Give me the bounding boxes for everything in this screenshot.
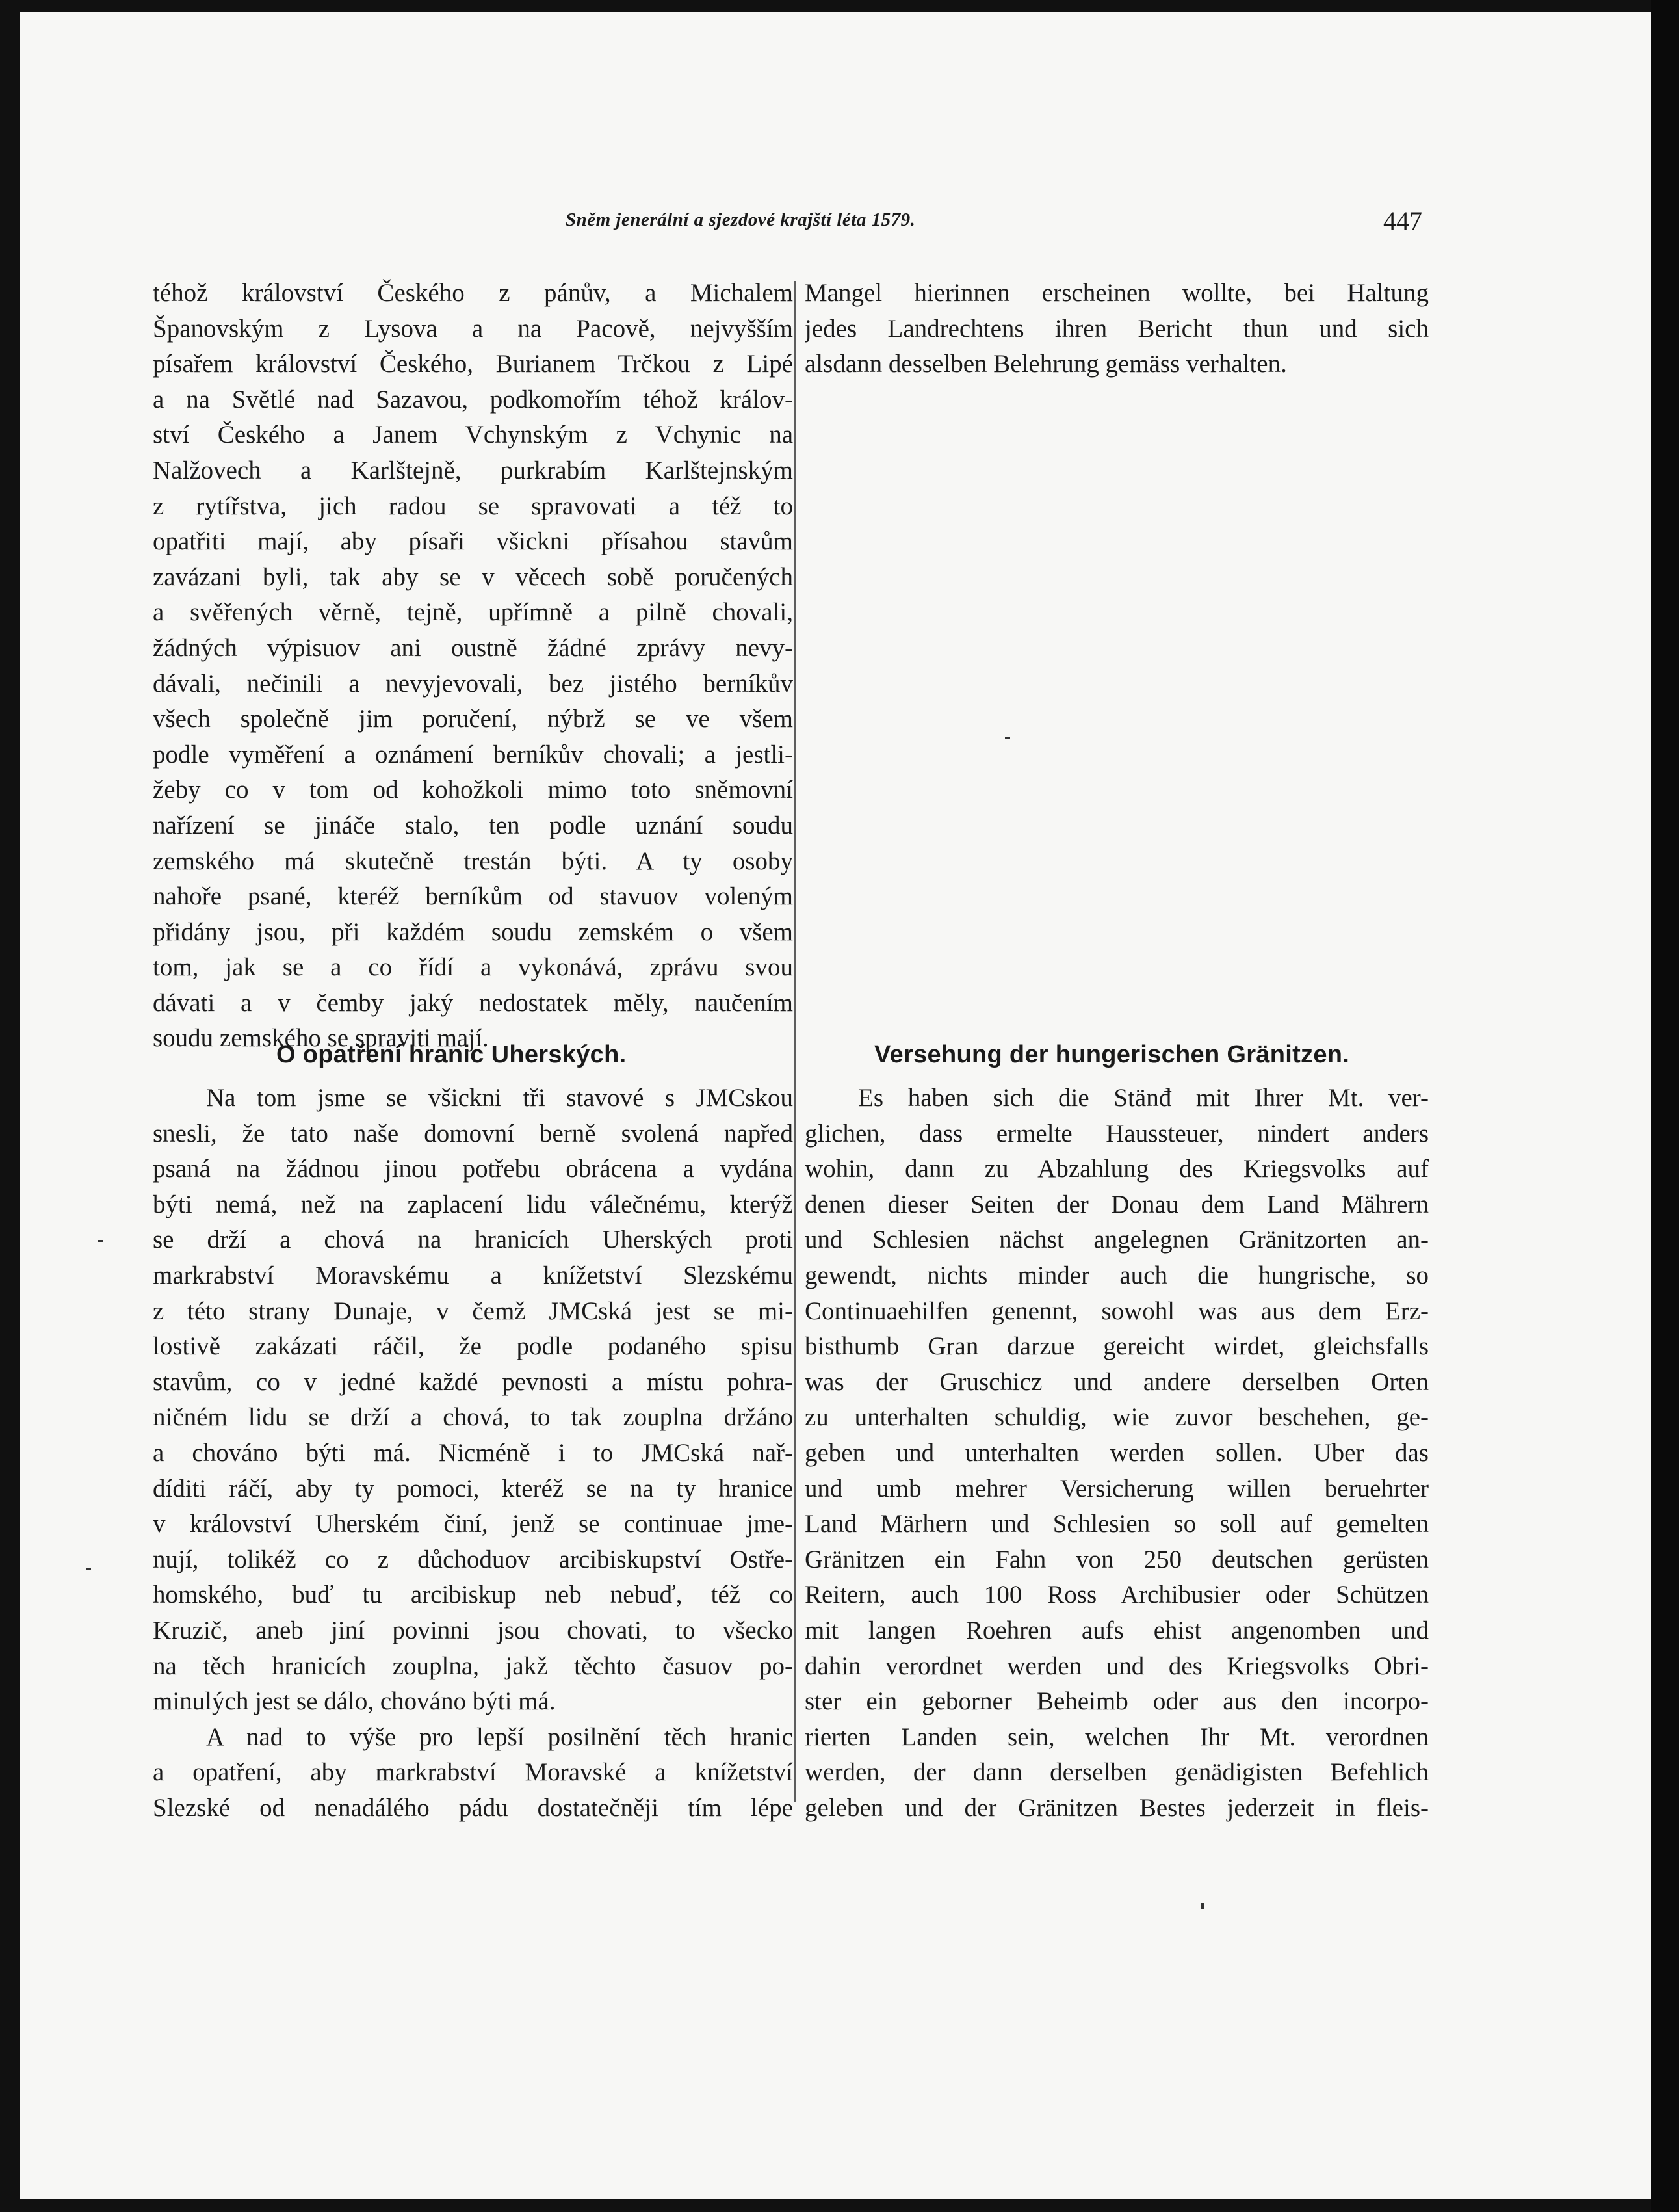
text-line: snesli, že tato naše domovní berně svolená napřed (153, 1119, 793, 1148)
left-column-paragraph-2 (153, 1081, 793, 1826)
text-line: Gränitzen ein Fahn von 250 deutschen gerüsten (805, 1545, 1429, 1573)
text-line: přidány jsou, při každém soudu zemském o všem (153, 917, 793, 946)
section-heading-czech: O opatření hranic Uherských. (276, 1041, 627, 1068)
text-line: Na tom jsme se všickni tři stavové s JMCskou (206, 1084, 793, 1112)
text-line: a chováno býti má. Nicméně i to JMCská nař- (153, 1438, 793, 1467)
scan-speck (86, 1568, 91, 1570)
text-line: žeby co v tom od kohožkoli mimo toto sněmovní (153, 776, 793, 804)
section-heading-german: Versehung der hungerischen Gränitzen. (874, 1041, 1350, 1068)
text-line: Es haben sich die Stänđ mit Ihrer Mt. ver- (858, 1084, 1429, 1112)
text-line: mit langen Roehren aufs ehist angenomben und (805, 1616, 1429, 1644)
scan-speck (1201, 1903, 1204, 1909)
text-line: was der Gruschicz und andere derselben Orten (805, 1367, 1429, 1396)
text-line: geben und unterhalten werden sollen. Uber das (805, 1438, 1429, 1467)
text-line: nují, tolikéž co z důchoduov arcibiskupství Ostře- (153, 1545, 793, 1573)
text-line: dávati a v čemby jaký nedostatek měly, naučením (153, 988, 793, 1017)
text-line: glichen, dass ermelte Haussteuer, nindert anders (805, 1119, 1429, 1148)
scan-speck (98, 1240, 103, 1242)
text-line: zu unterhalten schuldig, wie zuvor beschehen, ge- (805, 1403, 1429, 1432)
scan-speck (1005, 737, 1010, 739)
scan-edge (1651, 0, 1679, 2212)
page-number: 447 (1383, 206, 1422, 235)
text-line: z rytířstva, jich radou se spravovati a též to (153, 492, 793, 520)
text-line: všech společně jim poručení, nýbrž se ve všem (153, 705, 793, 733)
text-line: ství Českého a Janem Vchynským z Vchynic na (153, 421, 793, 449)
text-line: nahoře psané, kteréž berníkům od stavuov voleným (153, 882, 793, 911)
text-line: ster ein geborner Beheimb oder aus den incorpo- (805, 1687, 1429, 1716)
text-line: v království Uherském činí, jenž se continuae jme- (153, 1510, 793, 1538)
text-line: Mangel hierinnen erscheinen wollte, bei Haltung (805, 279, 1429, 307)
text-line: dávali, nečinili a nevyjevovali, bez jistého berníkův (153, 669, 793, 698)
text-line: bisthumb Gran darzue gereicht wirdet, gleichsfalls (805, 1332, 1429, 1361)
text-line: und Schlesien nächst angelegnen Gränitzorten an- (805, 1226, 1429, 1254)
text-line: jedes Landrechtens ihren Bericht thun und sich (805, 314, 1429, 343)
text-line: tom, jak se a co řídí a vykonává, zprávu svou (153, 953, 793, 982)
text-line: rierten Landen sein, welchen Ihr Mt. verordnen (805, 1722, 1429, 1751)
text-line: wohin, dann zu Abzahlung des Kriegsvolks auf (805, 1155, 1429, 1183)
column-divider (794, 281, 796, 1802)
text-line: a na Světlé nad Sazavou, podkomořím téhož králov- (153, 385, 793, 414)
text-line: téhož království Českého z pánův, a Michalem (153, 279, 793, 307)
text-line: lostivě zakázati ráčil, že podle podaného spisu (153, 1332, 793, 1361)
text-line: geleben und der Gränitzen Bestes jederzeit in fleis- (805, 1793, 1429, 1822)
text-line: podle vyměření a oznámení berníkův chovali; a jestli- (153, 740, 793, 769)
text-line: werden, der dann derselben genädigisten Befehlich (805, 1758, 1429, 1787)
text-line: A nad to výše pro lepší posilnění těch hranic (206, 1722, 793, 1751)
text-line: markrabství Moravskému a knížetství Slezskému (153, 1261, 793, 1289)
text-line: díditi ráčí, aby ty pomoci, kteréž se na ty hranice (153, 1474, 793, 1503)
text-line: ničném lidu se drží a chová, to tak zouplna držáno (153, 1403, 793, 1432)
text-line: soudu zemského se spraviti mají. (153, 1024, 489, 1053)
text-line: a opatření, aby markrabství Moravské a knížetství (153, 1758, 793, 1787)
text-line: písařem království Českého, Burianem Trčkou z Lipé (153, 350, 793, 378)
text-line: Continuaehilfen genennt, sowohl was aus dem Erz- (805, 1297, 1429, 1325)
text-line: se drží a chová na hranicích Uherských proti (153, 1226, 793, 1254)
text-line: Kruzič, aneb jiní povinni jsou chovati, to všecko (153, 1616, 793, 1644)
right-column-paragraph-1 (805, 276, 1429, 382)
text-line: denen dieser Seiten der Donau dem Land Mährern (805, 1190, 1429, 1218)
right-column-paragraph-2 (805, 1081, 1429, 1826)
text-line: opatřiti mají, aby písaři všickni přísahou stavům (153, 527, 793, 556)
text-line: Slezské od nenadálého pádu dostatečněji tím lépe (153, 1793, 793, 1822)
text-line: na těch hranicích zouplna, jakž těchto časuov po- (153, 1652, 793, 1680)
text-line: Reitern, auch 100 Ross Archibusier oder Schützen (805, 1581, 1429, 1609)
text-line: Španovským z Lysova a na Pacově, nejvyšším (153, 314, 793, 343)
left-column-paragraph-1 (153, 276, 793, 1057)
text-line: homského, buď tu arcibiskup neb nebuď, též co (153, 1581, 793, 1609)
text-line: dahin verordnet werden und des Kriegsvolks Obri- (805, 1652, 1429, 1680)
text-line: žádných výpisuov ani oustně žádné zprávy nevy- (153, 633, 793, 662)
text-line: a svěřených věrně, tejně, upřímně a pilně chovali, (153, 598, 793, 627)
text-line: Land Märhern und Schlesien so soll auf gemelten (805, 1510, 1429, 1538)
text-line: minulých jest se dálo, chováno býti má. (153, 1687, 556, 1716)
text-line: nařízení se jináče stalo, ten podle uznání soudu (153, 811, 793, 839)
running-title: Sněm jenerální a sjezdové krajští léta 1579. (566, 209, 916, 230)
text-line: und umb mehrer Versicherung willen beruehrter (805, 1474, 1429, 1503)
text-line: stavům, co v jedné každé pevnosti a místu pohra- (153, 1367, 793, 1396)
text-line: býti nemá, než na zaplacení lidu válečnému, kterýž (153, 1190, 793, 1218)
text-line: psaná na žádnou jinou potřebu obrácena a vydána (153, 1155, 793, 1183)
text-line: alsdann desselben Belehrung gemäss verhalten. (805, 350, 1287, 378)
text-line: Nalžovech a Karlštejně, purkrabím Karlštejnským (153, 456, 793, 484)
text-line: zavázani byli, tak aby se v věcech sobě poručených (153, 562, 793, 591)
text-line: zemského má skutečně trestán býti. A ty osoby (153, 847, 793, 875)
text-line: z této strany Dunaje, v čemž JMCská jest se mi- (153, 1297, 793, 1325)
text-line: gewendt, nichts minder auch die hungrische, so (805, 1261, 1429, 1289)
